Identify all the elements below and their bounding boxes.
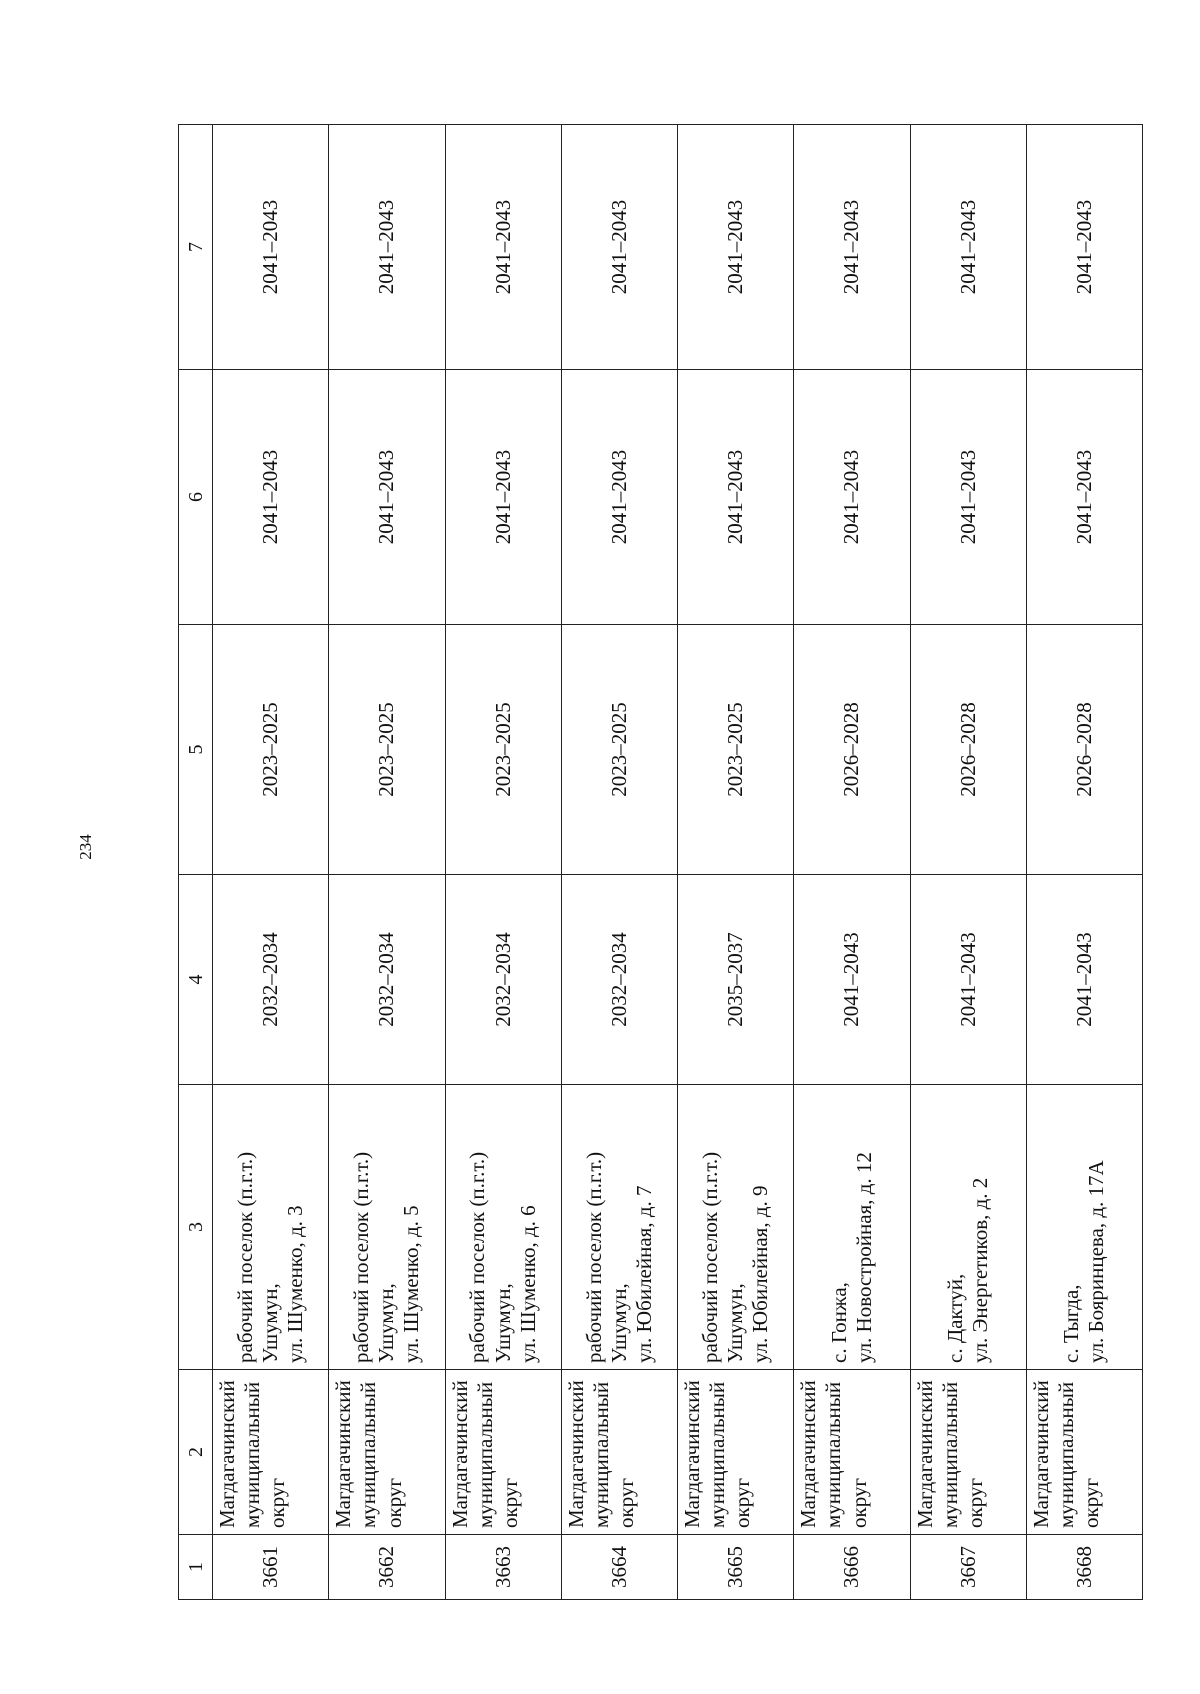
period-cell-c5: 2023–2025 [329,625,445,875]
period-cell-c4: 2035–2037 [678,875,794,1085]
address-line: Ушумун, [606,1283,631,1363]
period-cell-c6: 2041–2043 [329,370,445,625]
period-cell-c4: 2032–2034 [445,875,561,1085]
period-cell-c7: 2041–2043 [561,125,677,370]
address-line: с. Дактуй, [942,1273,967,1363]
district-cell [561,1370,677,1535]
address-line: ул. Новостройная, д. 12 [851,1152,876,1363]
district-line: муниципальный [821,1381,846,1528]
address-line: ул. Энергетиков, д. 2 [968,1177,993,1363]
schedule-table [178,124,1143,1600]
district-cell [910,1370,1026,1535]
row-number-cell: 3664 [561,1535,677,1600]
address-line: ул. Юбилейная, д. 9 [748,1185,773,1363]
period-cell-c7: 2041–2043 [213,125,329,370]
row-number-cell: 3662 [329,1535,445,1600]
period-cell-c5: 2023–2025 [445,625,561,875]
district-line: муниципальный [240,1381,265,1528]
district-line: муниципальный [588,1381,613,1528]
period-cell-c7: 2041–2043 [329,125,445,370]
table-row [329,125,445,1600]
district-line: муниципальный [1053,1381,1078,1528]
address-line: рабочий поселок (п.г.т.) [465,1151,490,1363]
address-cell [1026,1085,1142,1370]
period-cell-c6: 2041–2043 [678,370,794,625]
address-line: рабочий поселок (п.г.т.) [697,1151,722,1363]
address-cell [794,1085,910,1370]
district-line: округ [497,1477,522,1528]
period-cell-c7: 2041–2043 [445,125,561,370]
district-line: муниципальный [705,1381,730,1528]
address-cell [678,1085,794,1370]
address-cell [213,1085,329,1370]
table-container [178,125,1143,1600]
row-number-cell: 3667 [910,1535,1026,1600]
district-line: муниципальный [937,1381,962,1528]
address-line: Ушумун, [258,1283,283,1363]
address-line: рабочий поселок (п.г.т.) [232,1151,257,1363]
district-line: округ [846,1477,871,1528]
row-number-cell: 3668 [1026,1535,1142,1600]
district-line: округ [614,1477,639,1528]
column-header: 3 [179,1085,213,1370]
district-line: Магдагачинский [331,1380,356,1528]
table-row [794,125,910,1600]
table-row [445,125,561,1600]
period-cell-c4: 2032–2034 [213,875,329,1085]
column-header: 5 [179,625,213,875]
table-row [910,125,1026,1600]
district-line: Магдагачинский [447,1380,472,1528]
row-number-cell: 3665 [678,1535,794,1600]
period-cell-c6: 2041–2043 [1026,370,1142,625]
period-cell-c6: 2041–2043 [445,370,561,625]
period-cell-c7: 2041–2043 [910,125,1026,370]
district-line: Магдагачинский [912,1380,937,1528]
district-line: округ [381,1477,406,1528]
table-row [561,125,677,1600]
address-line: Ушумун, [723,1283,748,1363]
address-line: ул. Шуменко, д. 5 [399,1205,424,1363]
table-header-row [179,125,213,1600]
row-number-cell: 3663 [445,1535,561,1600]
district-line: округ [730,1477,755,1528]
period-cell-c4: 2032–2034 [561,875,677,1085]
district-cell [794,1370,910,1535]
period-cell-c7: 2041–2043 [678,125,794,370]
district-line: округ [265,1477,290,1528]
period-cell-c4: 2041–2043 [1026,875,1142,1085]
address-line: Ушумун, [374,1283,399,1363]
period-cell-c5: 2026–2028 [1026,625,1142,875]
period-cell-c4: 2032–2034 [329,875,445,1085]
district-cell [1026,1370,1142,1535]
address-line: ул. Шуменко, д. 3 [283,1205,308,1363]
district-cell [213,1370,329,1535]
address-line: ул. Бояринцева, д. 17А [1084,1160,1109,1363]
district-cell [445,1370,561,1535]
table-body [213,125,1143,1600]
district-line: Магдагачинский [215,1380,239,1528]
period-cell-c6: 2041–2043 [794,370,910,625]
column-header: 6 [179,370,213,625]
district-line: округ [1079,1477,1104,1528]
period-cell-c5: 2026–2028 [794,625,910,875]
address-cell [561,1085,677,1370]
address-line: с. Гонжа, [826,1282,851,1363]
address-line: с. Тыгда, [1059,1284,1084,1363]
period-cell-c5: 2023–2025 [561,625,677,875]
address-cell [329,1085,445,1370]
page-number: 234 [76,834,95,860]
district-line: Магдагачинский [796,1380,821,1528]
column-header: 2 [179,1370,213,1535]
table-row [1026,125,1142,1600]
period-cell-c6: 2041–2043 [561,370,677,625]
address-cell [910,1085,1026,1370]
column-header: 7 [179,125,213,370]
row-number-cell: 3666 [794,1535,910,1600]
period-cell-c5: 2023–2025 [213,625,329,875]
period-cell-c5: 2023–2025 [678,625,794,875]
period-cell-c6: 2041–2043 [213,370,329,625]
row-number-cell: 3661 [213,1535,329,1600]
district-line: Магдагачинский [1028,1380,1053,1528]
district-cell [329,1370,445,1535]
address-line: Ушумун, [490,1283,515,1363]
district-cell [678,1370,794,1535]
table-row [678,125,794,1600]
period-cell-c4: 2041–2043 [910,875,1026,1085]
address-line: рабочий поселок (п.г.т.) [349,1151,374,1363]
period-cell-c4: 2041–2043 [794,875,910,1085]
column-header: 1 [179,1535,213,1600]
address-line: ул. Шуменко, д. 6 [515,1205,540,1363]
period-cell-c5: 2026–2028 [910,625,1026,875]
table-row [213,125,329,1600]
address-line: рабочий поселок (п.г.т.) [581,1151,606,1363]
district-line: Магдагачинский [563,1380,588,1528]
period-cell-c7: 2041–2043 [794,125,910,370]
district-line: муниципальный [356,1381,381,1528]
period-cell-c7: 2041–2043 [1026,125,1142,370]
address-cell [445,1085,561,1370]
district-line: округ [962,1477,987,1528]
district-line: Магдагачинский [680,1380,704,1528]
district-line: муниципальный [472,1381,497,1528]
column-header: 4 [179,875,213,1085]
address-line: ул. Юбилейная, д. 7 [631,1185,656,1363]
period-cell-c6: 2041–2043 [910,370,1026,625]
